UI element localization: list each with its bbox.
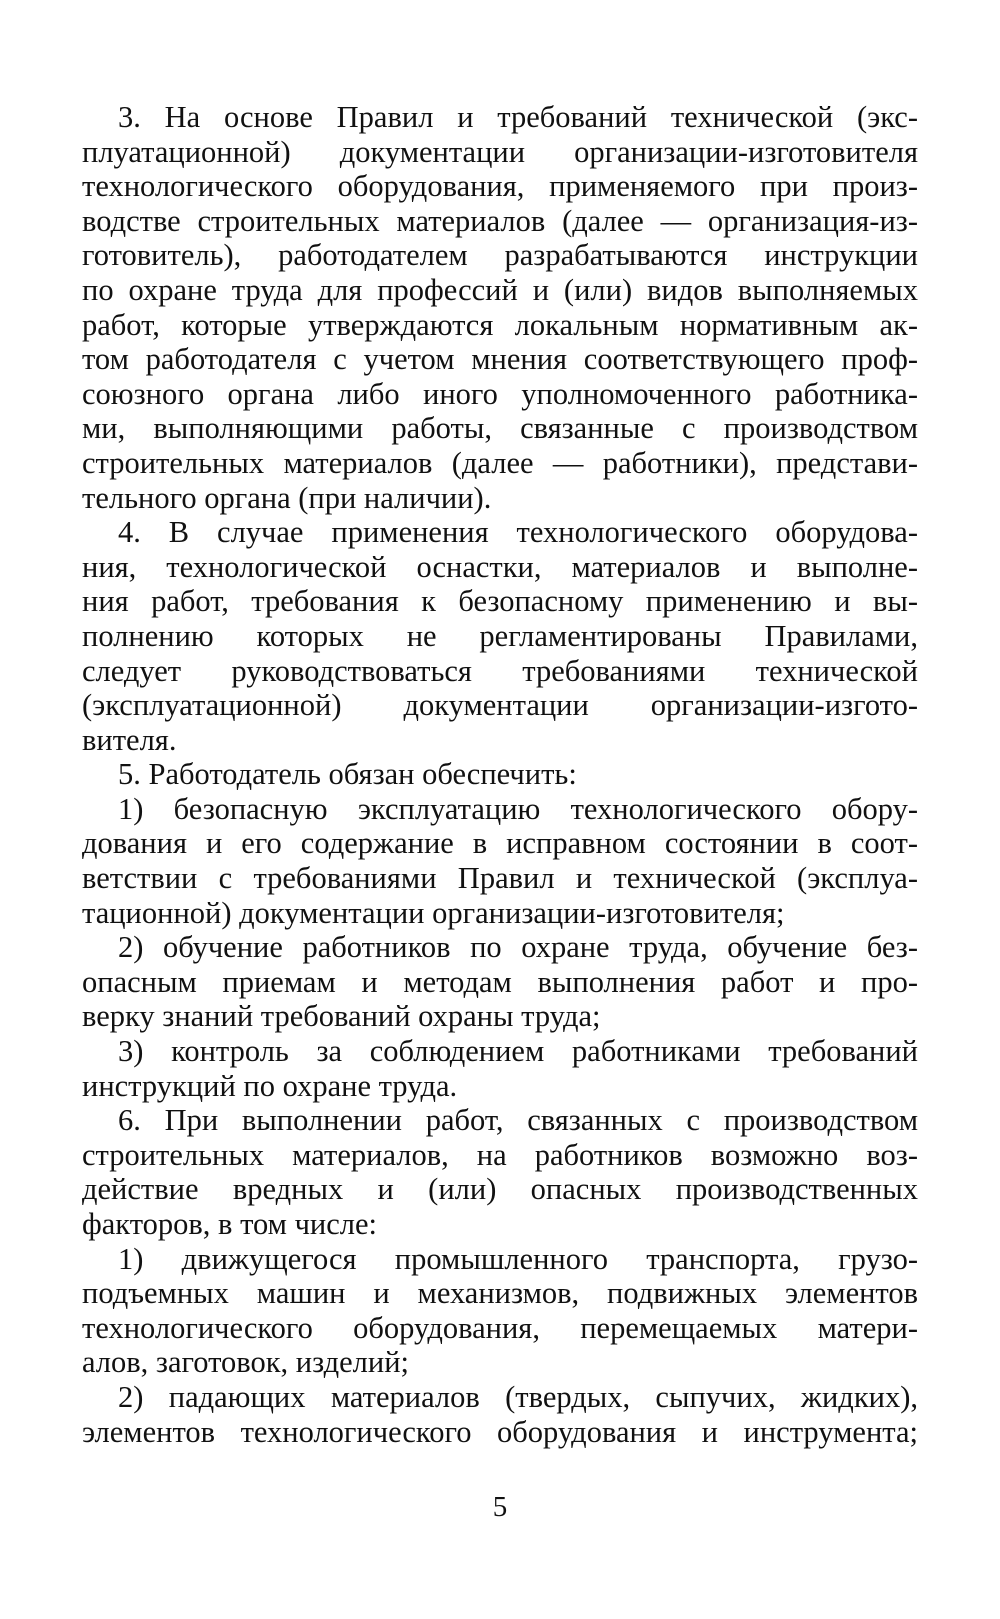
paragraph-5 — [82, 757, 918, 792]
text-line: 1) безопасную эксплуатацию технологического обору- — [118, 791, 918, 826]
text-line: опасным приемам и методам выполнения работ и про- — [82, 964, 918, 999]
text-line: элементов технологического оборудования и инструмента; — [82, 1414, 918, 1449]
text-line: том работодателя с учетом мнения соответствующего проф- — [82, 342, 918, 377]
text-line: работ, которые утверждаются локальным нормативным ак- — [82, 307, 918, 342]
text-line: дования и его содержание в исправном состоянии в соот- — [82, 826, 918, 861]
page-number: 5 — [492, 1491, 508, 1523]
text-line: алов, заготовок, изделий; — [82, 1345, 410, 1380]
text-line: технологического оборудования, перемещаемых матери- — [82, 1310, 918, 1345]
text-line: 3) контроль за соблюдением работниками требований — [118, 1034, 918, 1069]
text-line: 2) падающих материалов (твердых, сыпучих, жидких), — [118, 1379, 918, 1414]
text-line: тельного органа (при наличии). — [82, 480, 492, 515]
text-line: по охране труда для профессий и (или) видов выполняемых — [82, 272, 918, 307]
paragraph-4 — [82, 515, 918, 757]
text-line: ветствии с требованиями Правил и технической (эксплуа- — [82, 861, 918, 896]
text-line: 5. Работодатель обязан обеспечить: — [118, 757, 577, 792]
text-line: водстве строительных материалов (далее — организация-из- — [82, 203, 918, 238]
text-line: вителя. — [82, 722, 177, 757]
text-line: 3. На основе Правил и требований технической (экс- — [118, 100, 918, 134]
text-line: строительных материалов (далее — работники), представи- — [82, 445, 918, 480]
text-line: подъемных машин и механизмов, подвижных элементов — [82, 1276, 918, 1311]
paragraph-5-item-2 — [82, 930, 918, 1034]
text-line: полнению которых не регламентированы Правилами, — [82, 618, 918, 653]
text-line: ми, выполняющими работы, связанные с производством — [82, 411, 918, 446]
text-line: готовитель), работодателем разрабатываются инструкции — [82, 238, 918, 273]
text-line: 6. При выполнении работ, связанных с производством — [118, 1103, 918, 1138]
text-line: следует руководствоваться требованиями технической — [82, 653, 918, 688]
text-line: действие вредных и (или) опасных производственных — [82, 1172, 918, 1207]
text-line: 4. В случае применения технологического оборудова- — [118, 515, 918, 550]
text-line: технологического оборудования, применяемого при произ- — [82, 169, 918, 204]
paragraph-6-item-1 — [82, 1242, 918, 1380]
text-line: строительных материалов, на работников возможно воз- — [82, 1137, 918, 1172]
text-line: верку знаний требований охраны труда; — [82, 999, 601, 1034]
text-line: союзного органа либо иного уполномоченного работника- — [82, 376, 918, 411]
text-line: плуатационной) документации организации-изготовителя — [82, 134, 918, 169]
text-line: тационной) документации организации-изготовителя; — [82, 895, 785, 930]
body-text — [82, 100, 918, 1449]
text-line: инструкций по охране труда. — [82, 1068, 458, 1103]
paragraph-5-item-1 — [82, 792, 918, 930]
text-line: ния работ, требования к безопасному применению и вы- — [82, 584, 918, 619]
paragraph-6 — [82, 1103, 918, 1241]
paragraph-3 — [82, 100, 918, 515]
text-line: факторов, в том числе: — [82, 1207, 378, 1241]
text-line: 2) обучение работников по охране труда, обучение без- — [118, 930, 918, 965]
text-line: 1) движущегося промышленного транспорта, грузо- — [118, 1241, 918, 1276]
paragraph-5-item-3 — [82, 1034, 918, 1103]
paragraph-6-item-2 — [82, 1380, 918, 1449]
text-line: (эксплуатационной) документации организации-изгото- — [82, 688, 918, 723]
text-line: ния, технологической оснастки, материалов и выполне- — [82, 549, 918, 584]
